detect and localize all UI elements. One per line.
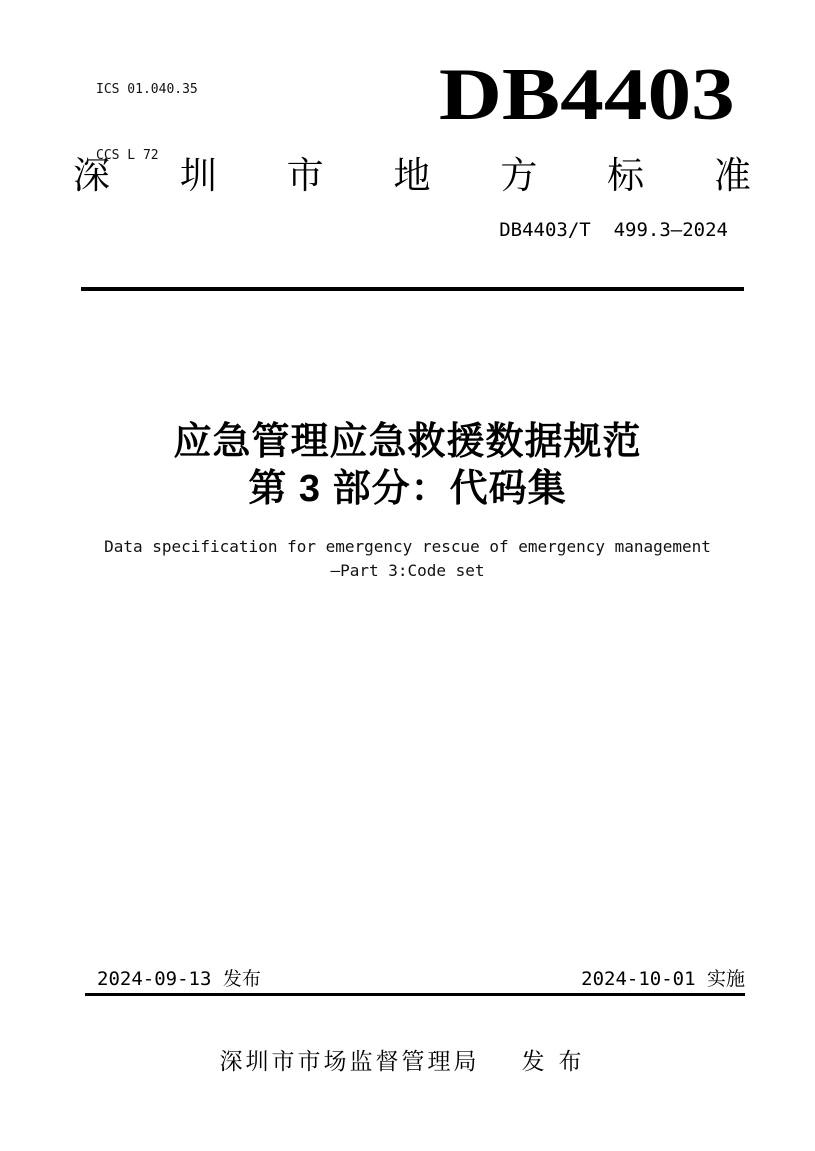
ics-code: ICS 01.040.35 [96, 82, 198, 97]
subtitle-english-line2: —Part 3:Code set [330, 561, 485, 580]
document-title-line1: 应急管理应急救援数据规范 [173, 421, 642, 463]
issue-date: 2024-09-13 发布 [97, 968, 261, 990]
standard-type-title: 深 圳 市 地 方 标 准 [73, 155, 751, 196]
publisher-name: 深圳市市场监督管理局 [219, 1048, 480, 1074]
top-divider-rule [81, 287, 744, 291]
dates-row [97, 967, 745, 991]
document-title [0, 419, 815, 513]
publish-label: 发布 [521, 1048, 596, 1074]
publisher-row [0, 1047, 815, 1075]
document-title-line2: 第 3 部分：代码集 [248, 468, 567, 510]
document-subtitle-english [0, 535, 815, 583]
implementation-date: 2024-10-01 实施 [581, 968, 745, 990]
bottom-divider-rule [85, 993, 745, 996]
ccs-code: CCS L 72 [96, 148, 159, 163]
document-number: DB4403/T 499.3—2024 [499, 219, 728, 241]
subtitle-english-line1: Data specification for emergency rescue of emergency management [104, 537, 711, 556]
standard-body-code: DB4403 [439, 54, 735, 136]
